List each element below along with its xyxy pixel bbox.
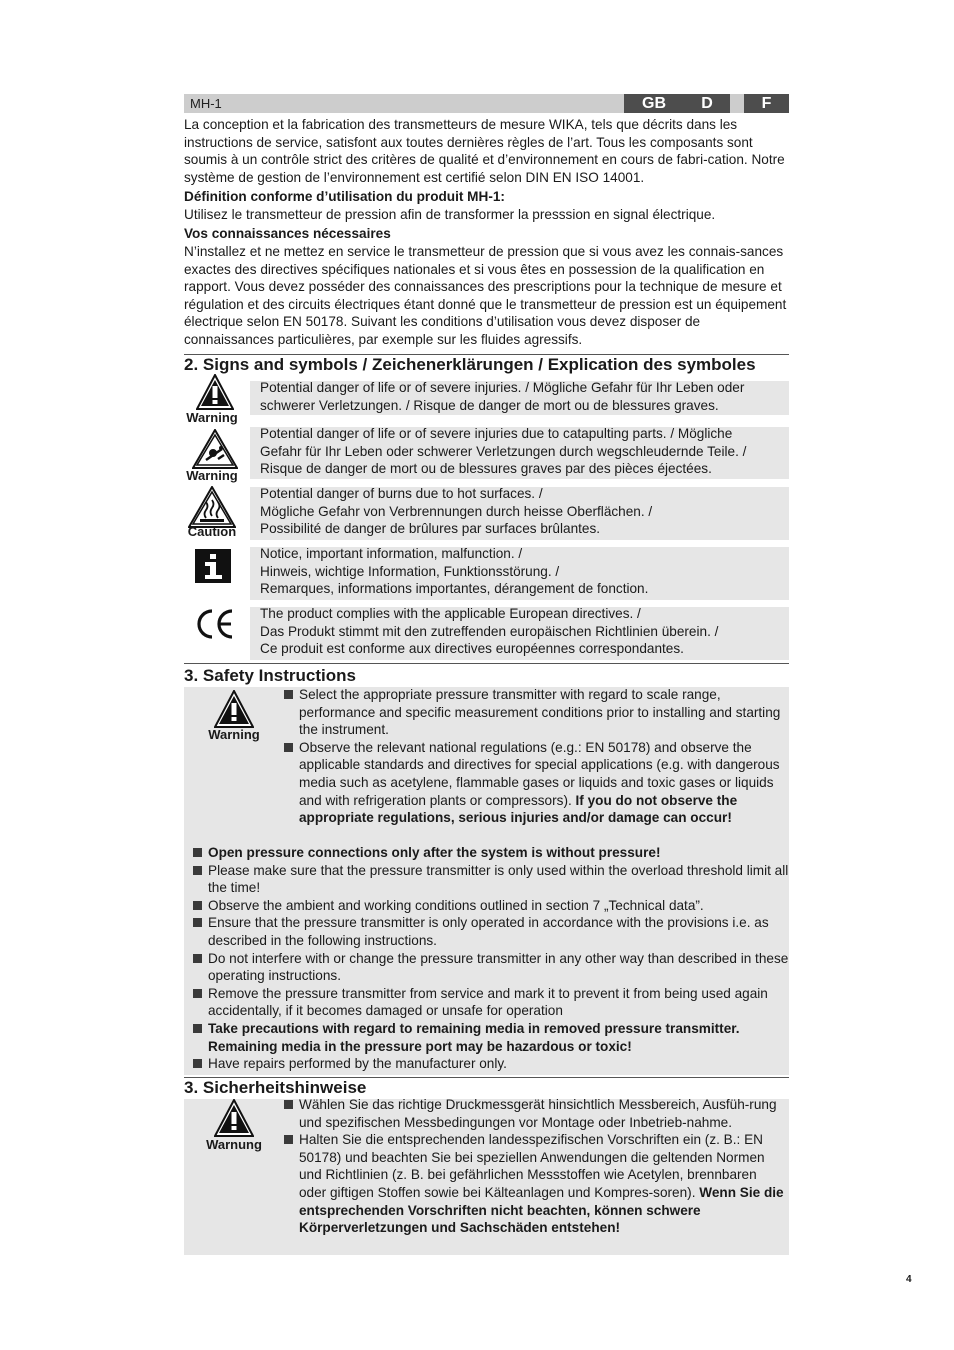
symbol-label: Warning xyxy=(186,468,238,483)
ce-mark-icon xyxy=(194,608,236,645)
info-icon xyxy=(194,548,232,589)
warning-triangle-icon xyxy=(196,374,234,415)
list-item: Do not interfere with or change the pressure transmitter in any other way than described in these operating instructions. xyxy=(208,950,791,985)
symbol-description: Notice, important information, malfunction. / Hinweis, wichtige Information, Funktionsstörung. / Remarques, informations importantes, dérangement de fonction. xyxy=(260,546,649,597)
warning-triangle-icon xyxy=(214,1099,254,1142)
list-item: Observe the ambient and working conditions outlined in section 7 „Technical data”. xyxy=(208,897,791,915)
safety-inner-list-en xyxy=(299,686,789,827)
symbol-description: Potential danger of life or of severe injuries. / Mögliche Gefahr für Ihr Leben oder schwerer Verletzungen. / Risque de danger de mort ou de blessures graves. xyxy=(260,380,745,413)
knowledge-paragraph: N’installez et ne mettez en service le transmetteur de pression que si vous avez les connais-sances exactes des directives spécifiques nationales et si vous êtes en possession de la qualification en rapport. Vous devez posséder des connaissances des prescriptions pour la technique de mesure et régulation et des circuits électriques étant donné que le transmetteur de pression est un équipement électrique selon EN 50178. Suivant les conditions d’utilisation vous devez disposer de connaissances particulières, par exemple sur les fluides agressifs. xyxy=(184,244,787,347)
list-item: Select the appropriate pressure transmitter with regard to scale range, performance and specific measurement conditions prior to installing and starting the instrument. xyxy=(299,686,789,739)
page-number: 4 xyxy=(906,1274,912,1285)
list-item: Ensure that the pressure transmitter is only operated in accordance with the provisions i.e. as described in the following instructions. xyxy=(208,914,791,949)
lang-tab-gb[interactable]: GB xyxy=(624,94,684,113)
lang-tab-d[interactable]: D xyxy=(684,94,730,113)
symbol-label: Warning xyxy=(186,410,238,425)
usage-heading: Définition conforme d’utilisation du produit MH-1: xyxy=(184,189,505,204)
symbol-label: Caution xyxy=(187,524,237,539)
section-divider xyxy=(184,663,789,664)
list-item: Have repairs performed by the manufacturer only. xyxy=(208,1055,791,1073)
intro-paragraph: La conception et la fabrication des transmetteurs de mesure WIKA, tels que décrits dans les instructions de service, satisfont aux toutes dernières règles de l’art. Tous les composants sont soumis à un contrôle strict des critères de qualité et d’environnement en cours de fabri-cation. Notre système de gestion de l’environnement est certifié selon DIN EN ISO 14001. xyxy=(184,117,785,185)
symbol-description: Potential danger of burns due to hot surfaces. / Mögliche Gefahr von Verbrennungen durch heisse Oberflächen. / Possibilité de danger de brûlures par surfaces brûlantes. xyxy=(260,486,653,537)
symbol-description: The product complies with the applicable European directives. / Das Produkt stimmt mit den zutreffenden europäischen Richtlinien überein. / Ce produit est conforme aux directives européennes correspondantes. xyxy=(260,606,719,657)
safety-outer-list-en xyxy=(208,844,791,1073)
warning-label: Warning xyxy=(208,727,260,742)
lang-tab-f[interactable]: F xyxy=(744,94,789,113)
doc-id: MH-1 xyxy=(190,96,222,111)
safety-title-de: 3. Sicherheitshinweise xyxy=(184,1078,367,1097)
list-item: Halten Sie die entsprechenden landesspezifischen Vorschriften ein (z. B.: EN 50178) und beachten Sie bei speziellen Anwendungen die geltenden Normen und Richtlinien (z. B. bei gefährlichen Messstoffen wie Acetylen, brennbaren oder giftigen Stoffen sowie bei Kälteanlagen und Kompres-soren). Wenn Sie die entsprechenden Vorschriften nicht beachten, können schwere Körperverletzungen und Sachschäden entstehen! xyxy=(299,1131,787,1237)
signs-title: 2. Signs and symbols / Zeichenerklärungen / Explication des symboles xyxy=(184,355,756,374)
safety-inner-list-de xyxy=(299,1096,787,1237)
knowledge-heading: Vos connaissances nécessaires xyxy=(184,226,391,241)
list-item: Take precautions with regard to remaining media in removed pressure transmitter. Remaining media in the pressure port may be hazardous or toxic! xyxy=(208,1020,791,1055)
list-item: Please make sure that the pressure transmitter is only used within the overload threshold limit all the time! xyxy=(208,862,791,897)
list-item: Open pressure connections only after the system is without pressure! xyxy=(208,844,791,862)
list-item: Remove the pressure transmitter from service and mark it to prevent it from being used again accidentally, if it becomes damaged or unsafe for operation xyxy=(208,985,791,1020)
list-item: Observe the relevant national regulations (e.g.: EN 50178) and observe the applicable standards and directives for special applications (e.g. with dangerous media such as acetylene, flammable gases or liquids and toxic gases or liquids and with refrigeration plants or compressors). If you do not observe the appropriate regulations, serious injuries and/or damage can occur! xyxy=(299,739,789,827)
usage-paragraph: Utilisez le transmetteur de pression afin de transformer la presssion en signal électrique. xyxy=(184,207,716,222)
warning-label: Warnung xyxy=(206,1137,262,1152)
safety-title-en: 3. Safety Instructions xyxy=(184,666,356,685)
list-item: Wählen Sie das richtige Druckmessgerät hinsichtlich Messbereich, Ausfüh-rung und spezifischen Messbedingungen vor Montage oder Inbetrieb-nahme. xyxy=(299,1096,787,1131)
symbol-description: Potential danger of life or of severe injuries due to catapulting parts. / Mögliche Gefahr für Ihr Leben oder schwerer Verletzungen durch wegschleudernde Teile. / Risque de danger de mort ou de blessures graves par des pièces éjectées. xyxy=(260,426,747,477)
